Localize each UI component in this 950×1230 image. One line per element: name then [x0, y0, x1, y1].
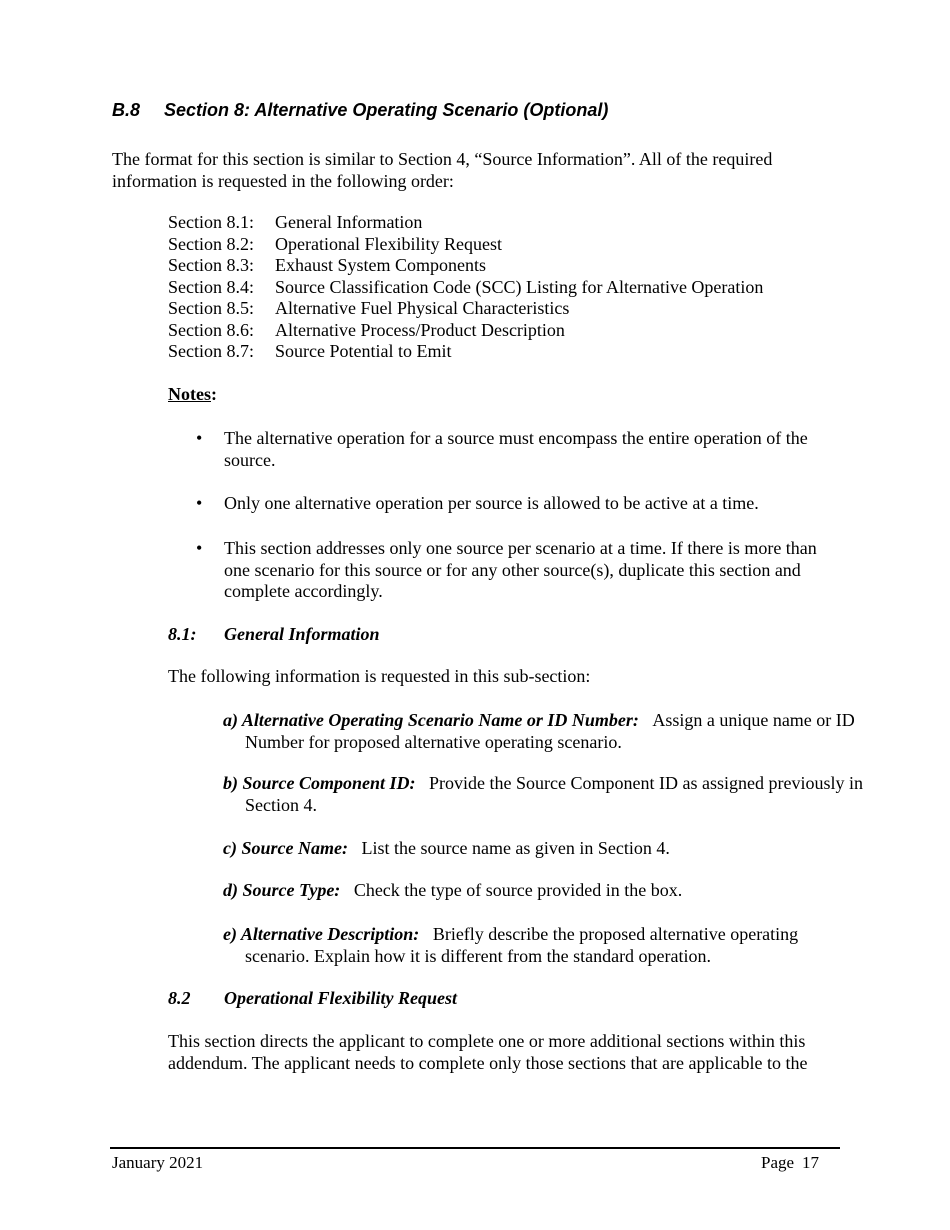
note-item [196, 538, 846, 603]
info-item [223, 838, 865, 860]
section-list [168, 212, 763, 363]
subsection-heading-8-1 [168, 624, 380, 645]
info-item-label: c) Source Name: [223, 838, 348, 858]
info-item-label: a) Alternative Operating Scenario Name or ID Number: [223, 710, 639, 730]
section-list-item [168, 212, 763, 234]
info-item-text: Assign a unique name or ID Number for proposed alternative operating scenario. [245, 710, 855, 752]
info-item [223, 880, 865, 902]
subsection-heading-8-2 [168, 988, 457, 1009]
subsection-paragraph: This section directs the applicant to complete one or more additional sections within this addendum. The applicant needs to complete only those sections that are applicable to the [168, 1031, 808, 1073]
subsection-title: Operational Flexibility Request [224, 988, 457, 1008]
info-item-label: b) Source Component ID: [223, 773, 416, 793]
section-list-label: Section 8.5: [168, 298, 254, 318]
section-list-item [168, 255, 763, 277]
section-list-text: Alternative Fuel Physical Characteristics [275, 298, 570, 318]
section-heading [112, 100, 608, 121]
info-item-text: Briefly describe the proposed alternative operating scenario. Explain how it is different from the standard operation. [245, 924, 799, 966]
section-list-label: Section 8.4: [168, 276, 254, 297]
subsection-number: 8.1: [168, 624, 197, 644]
section-list-text: Alternative Process/Product Description [275, 319, 565, 340]
info-item-text: Check the type of source provided in the box. [353, 880, 683, 900]
footer-date: January 2021 [112, 1153, 204, 1172]
footer-divider [110, 1147, 840, 1149]
note-text: This section addresses only one source per scenario at a time. If there is more than one scenario for this source or for any other source(s), duplicate this section and complete accordingly. [224, 538, 817, 601]
section-list-label: Section 8.6: [168, 319, 254, 340]
section-list-text: Exhaust System Components [275, 255, 486, 275]
section-list-label: Section 8.2: [168, 233, 254, 254]
page-number: Page 17 [761, 1153, 820, 1172]
note-item [196, 493, 846, 515]
section-list-text: Operational Flexibility Request [275, 233, 502, 254]
section-list-item [168, 341, 763, 363]
info-item-label: d) Source Type: [223, 880, 341, 900]
section-list-text: General Information [275, 212, 423, 232]
notes-heading: Notes: [168, 384, 217, 404]
section-list-label: Section 8.7: [168, 341, 254, 361]
section-list-item [168, 234, 763, 256]
bullet-icon: • [196, 538, 203, 558]
info-item [223, 773, 865, 816]
section-number: B.8 [112, 100, 141, 120]
subsection-number: 8.2 [168, 988, 191, 1008]
section-list-text: Source Potential to Emit [275, 341, 452, 361]
bullet-icon: • [196, 493, 203, 513]
info-item-text: List the source name as given in Section 4. [361, 838, 670, 858]
subsection-intro: The following information is requested in this sub-section: [168, 666, 591, 686]
intro-paragraph: The format for this section is similar to Section 4, “Source Information”. All of the required information is requested in the following order: [112, 149, 773, 191]
note-item [196, 428, 846, 471]
subsection-title: General Information [224, 624, 380, 644]
section-list-item [168, 277, 763, 299]
bullet-icon: • [196, 428, 203, 448]
section-list-label: Section 8.3: [168, 255, 254, 275]
section-list-item [168, 298, 763, 320]
note-text: The alternative operation for a source must encompass the entire operation of the source. [224, 428, 808, 470]
section-list-label: Section 8.1: [168, 212, 254, 232]
info-item [223, 710, 865, 753]
section-list-item [168, 320, 763, 342]
info-item-label: e) Alternative Description: [223, 924, 420, 944]
note-text: Only one alternative operation per source is allowed to be active at a time. [224, 493, 759, 513]
info-item-text: Provide the Source Component ID as assigned previously in Section 4. [245, 773, 863, 815]
info-item [223, 924, 865, 967]
section-list-text: Source Classification Code (SCC) Listing for Alternative Operation [275, 276, 764, 297]
section-title: Section 8: Alternative Operating Scenario (Optional) [164, 100, 609, 120]
